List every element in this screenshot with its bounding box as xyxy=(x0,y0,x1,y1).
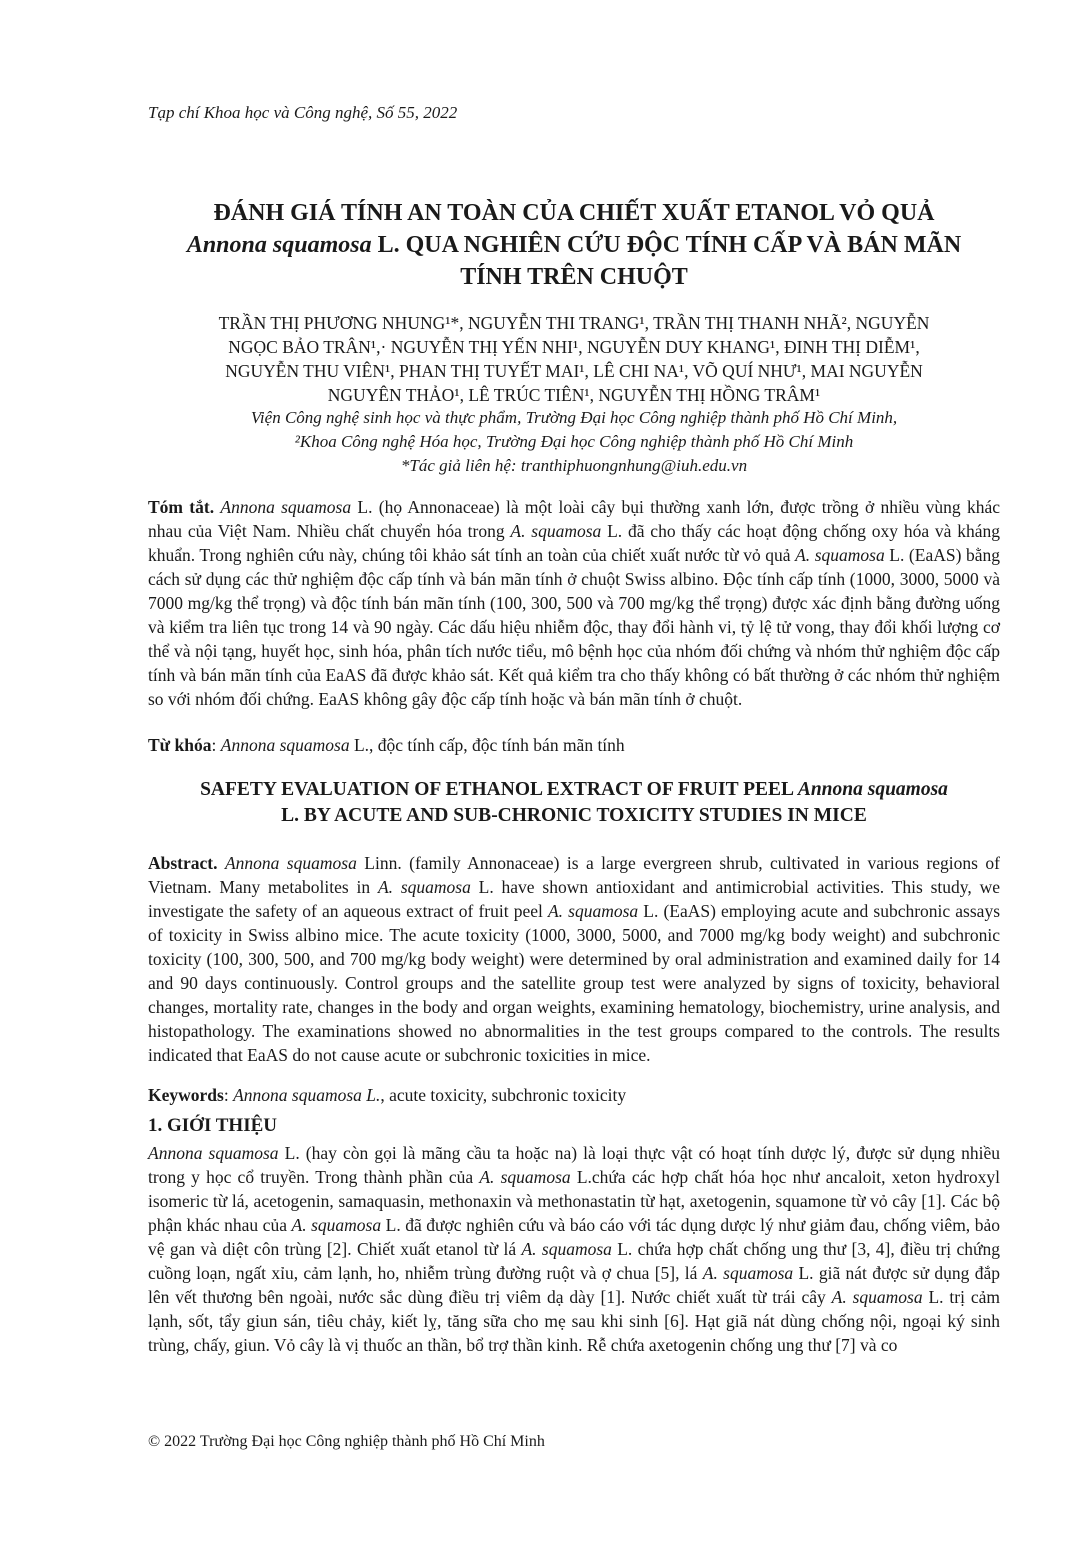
species-name: A. squamosa xyxy=(377,877,471,897)
authors-line-4: NGUYÊN THẢO¹, LÊ TRÚC TIÊN¹, NGUYỄN THỊ HỒNG TRÂM¹ xyxy=(327,385,821,405)
abstract-text: L. đã cho thấy các hoạt động chống oxy hóa và kháng khuẩn. Trong nghiên cứu này, chúng tôi khảo sát tính an toàn của chiết xuất nước từ vỏ quả xyxy=(148,521,1000,565)
keywords-text: , acute toxicity, subchronic toxicity xyxy=(380,1085,627,1105)
title-en-line-2: L. BY ACUTE AND SUB-CHRONIC TOXICITY STUDIES IN MICE xyxy=(281,805,867,826)
body-text: L. chứa hợp chất chống ung thư [3, 4], điều trị chứng cuồng loạn, ngất xỉu, cảm lạnh, ho, nhiễm trùng đường ruột và ợ chua [5], lá xyxy=(148,1239,1000,1283)
species-name: Annona squamosa L. xyxy=(233,1085,381,1105)
title-vi-line-3: TÍNH TRÊN CHUỘT xyxy=(460,264,688,290)
title-vietnamese xyxy=(148,197,1000,293)
title-vi-line-2-text: L. QUA NGHIÊN CỨU ĐỘC TÍNH CẤP VÀ BÁN MÃN xyxy=(371,232,962,258)
abstract-text: L. (họ Annonaceae) là một loài cây bụi thường xanh lớn, được trồng ở nhiều vùng khác nhau của Việt Nam. Nhiều chất chuyển hóa trong xyxy=(148,497,1001,541)
affiliation-2: ²Khoa Công nghệ Hóa học, Trường Đại học Công nghiệp thành phố Hồ Chí Minh xyxy=(294,432,854,451)
author-list xyxy=(148,311,1000,407)
copyright-footer: © 2022 Trường Đại học Công nghiệp thành phố Hồ Chí Minh xyxy=(148,1433,545,1450)
species-name: A. squamosa xyxy=(702,1263,794,1283)
title-en-text: SAFETY EVALUATION OF ETHANOL EXTRACT OF FRUIT PEEL xyxy=(200,779,798,800)
species-name: Annona squamosa xyxy=(797,779,948,800)
body-text: L. đã được nghiên cứu và báo cáo với tác dụng dược lý như giảm đau, chống viêm, bảo vệ gan và diệt côn trùng [2]. Chiết xuất etanol từ lá xyxy=(148,1215,1000,1259)
body-text: L.chứa các hợp chất hóa học như ancaloit, xeton hydroxyl isomeric từ lá, acetogenin, samaquasin, methonaxin và methonastatin từ hạt, axetogenin, squamone từ vỏ cây [1]. Các bộ phận khác nhau của xyxy=(148,1167,1001,1235)
keywords-colon: : xyxy=(223,1085,234,1105)
species-name: Annona squamosa xyxy=(224,853,357,873)
species-name: A. squamosa xyxy=(521,1239,612,1259)
species-name: Annona squamosa xyxy=(220,497,352,517)
affiliation-1: Viện Công nghệ sinh học và thực phẩm, Trường Đại học Công nghiệp thành phố Hồ Chí Minh, xyxy=(250,408,898,427)
affiliations xyxy=(148,406,1000,478)
abstract-text: L. (EaAS) bằng cách sử dụng các thử nghiệm độc cấp tính và bán mãn tính ở chuột Swiss albino. Độc tính cấp tính (1000, 3000, 5000 và 7000 mg/kg thể trọng) và độc tính bán mãn tính (100, 300, 500 và 700 mg/kg thể trọng) được xác định bằng đường uống và kiểm tra liên tục trong 14 và 90 ngày. Các dấu hiệu nhiễm độc, thay đổi hành vi, tỷ lệ tử vong, thay đổi khối lượng cơ thể và nội tạng, huyết học, sinh hóa, phân tích nước tiểu, mô bệnh học của nhóm đối chứng và nhóm thử nghiệm độc cấp tính và bán mãn tính của EaAS đã được khảo sát. Kết quả kiểm tra cho thấy không có bất thường ở các nhóm thử nghiệm so với nhóm đối chứng. EaAS không gây độc cấp tính hoặc và bán mãn tính ở chuột. xyxy=(148,545,1000,709)
species-name: A. squamosa xyxy=(547,901,639,921)
species-name: A. squamosa xyxy=(479,1167,571,1187)
abstract-english xyxy=(148,851,1000,1067)
keywords-label: Từ khóa xyxy=(148,735,212,755)
authors-line-1: TRẦN THỊ PHƯƠNG NHUNG¹*, NGUYỄN THI TRANG¹, TRẦN THỊ THANH NHÃ², NGUYỄN xyxy=(218,313,930,333)
title-vi-line-2 xyxy=(148,229,1000,261)
keywords-vietnamese xyxy=(148,733,1000,757)
species-name: Annona squamosa xyxy=(186,232,372,258)
journal-header: Tạp chí Khoa học và Công nghệ, Số 55, 2022 xyxy=(148,103,458,122)
title-en-line-1 xyxy=(148,777,1000,803)
abstract-text: L. (EaAS) employing acute and subchronic assays of toxicity in Swiss albino mice. The acute toxicity (1000, 3000, 5000, and 7000 mg/kg body weight) and subchronic toxicity (100, 300, 500, and 700 mg/kg body weight) were determined by oral administration and examined daily for 14 and 90 days continuously. Control groups and the satellite group test were analyzed by signs of toxicity, behavioral changes, mortality rate, changes in the body and organ weights, examining hematology, biochemistry, urine analysis, and histopathology. The examinations showed no abnormalities in the test groups compared to the controls. The results indicated that EaAS do not cause acute or subchronic toxicities in mice. xyxy=(148,901,1000,1065)
corresponding-author: *Tác giả liên hệ: tranthiphuongnhung@iuh.edu.vn xyxy=(400,456,748,475)
abstract-en-label: Abstract. xyxy=(148,853,218,873)
keywords-colon: : xyxy=(211,735,221,755)
species-name: A. squamosa xyxy=(795,545,885,565)
introduction-paragraph xyxy=(148,1141,1000,1357)
abstract-text: L. have shown antioxidant and antimicrobial activities. This study, we investigate the safety of an aqueous extract of fruit peel xyxy=(148,877,1000,921)
body-text: L. (hay còn gọi là mãng cầu ta hoặc na) là loại thực vật có hoạt tính dược lý, được sử dụng nhiều trong y học cổ truyền. Trong thành phần của xyxy=(148,1143,1000,1187)
body-text: L. trị cảm lạnh, sốt, tẩy giun sán, tiêu chảy, kiết lỵ, tăng sữa cho mẹ sau khi sinh [6]. Hạt giã nát dùng chống nội, ngoại ký sinh trùng, chấy, giun. Vỏ cây là vị thuốc an thần, bổ trợ thần kinh. Rễ chứa axetogenin chống ung thư [7] và co xyxy=(148,1287,1000,1355)
species-name: A. squamosa xyxy=(510,521,602,541)
keywords-english xyxy=(148,1083,1000,1107)
abstract-text: Linn. (family Annonaceae) is a large evergreen shrub, cultivated in various regions of Vietnam. Many metabolites in xyxy=(148,853,1000,897)
species-name: A. squamosa xyxy=(291,1215,382,1235)
abstract-vi-label: Tóm tắt. xyxy=(148,497,215,517)
species-name: Annona squamosa xyxy=(148,1143,279,1163)
title-vi-line-1: ĐÁNH GIÁ TÍNH AN TOÀN CỦA CHIẾT XUẤT ETANOL VỎ QUẢ xyxy=(213,200,935,226)
authors-line-3: NGUYỄN THU VIÊN¹, PHAN THỊ TUYẾT MAI¹, LÊ CHI NA¹, VÕ QUÍ NHƯ¹, MAI NGUYỄN xyxy=(225,361,923,381)
abstract-vietnamese xyxy=(148,495,1000,711)
section-heading-introduction: 1. GIỚI THIỆU xyxy=(148,1115,277,1136)
species-name: A. squamosa xyxy=(831,1287,923,1307)
body-text: L. giã nát được sử dụng đắp lên vết thương bên ngoài, nước sắc dùng điều trị viêm dạ dày [1]. Nước chiết xuất từ trái cây xyxy=(148,1263,1000,1307)
title-english xyxy=(148,777,1000,829)
species-name: Annona squamosa xyxy=(220,735,350,755)
keywords-label: Keywords xyxy=(148,1085,224,1105)
authors-line-2: NGỌC BẢO TRÂN¹,· NGUYỄN THỊ YẾN NHI¹, NGUYỄN DUY KHANG¹, ĐINH THỊ DIỄM¹, xyxy=(228,337,920,357)
keywords-text: L., độc tính cấp, độc tính bán mãn tính xyxy=(349,735,625,755)
